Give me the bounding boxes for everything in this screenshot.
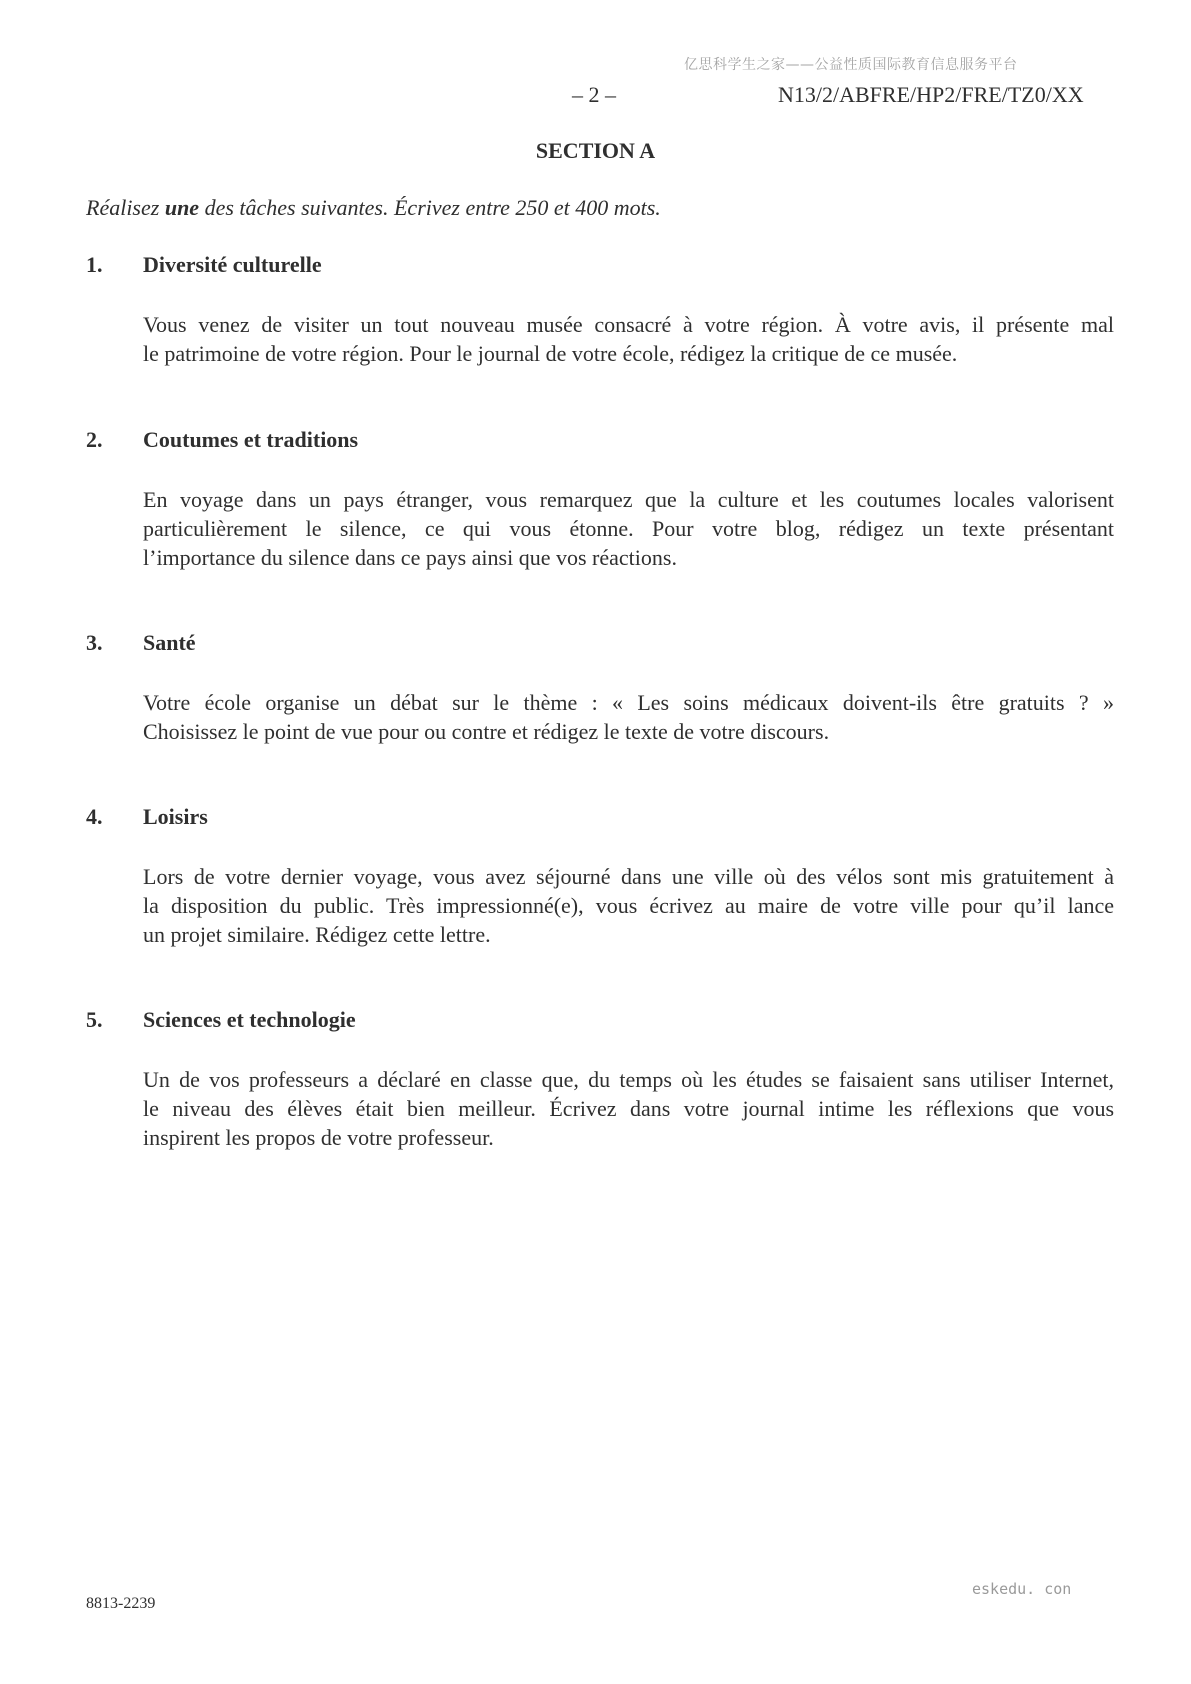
task-prompt-line: un projet similaire. Rédigez cette lettre. xyxy=(143,922,491,947)
instructions-part1: Réalisez xyxy=(86,195,165,220)
task-prompt-line: Votre école organise un débat sur le thème : « Les soins médicaux doivent-ils être gratuits ? » xyxy=(143,690,1114,715)
task-number: 4. xyxy=(86,804,103,829)
task-number: 1. xyxy=(86,252,103,277)
task-title: Coutumes et traditions xyxy=(143,427,359,452)
task-prompt-line: particulièrement le silence, ce qui vous étonne. Pour votre blog, rédigez un texte présentant xyxy=(143,516,1114,541)
task-prompt xyxy=(143,688,1114,746)
task-prompt-line: Choisissez le point de vue pour ou contre et rédigez le texte de votre discours. xyxy=(143,719,830,744)
header-watermark: 亿思科学生之家——公益性质国际教育信息服务平台 xyxy=(684,57,1018,73)
task-2 xyxy=(86,427,1114,572)
task-5 xyxy=(86,1007,1114,1152)
task-1 xyxy=(86,252,1114,368)
task-prompt-line: En voyage dans un pays étranger, vous remarquez que la culture et les coutumes locales valorisent xyxy=(143,487,1114,512)
task-prompt-line: l’importance du silence dans ce pays ainsi que vos réactions. xyxy=(143,545,677,570)
task-number: 2. xyxy=(86,427,103,452)
task-prompt-line: Un de vos professeurs a déclaré en classe que, du temps où les études se faisaient sans utiliser Internet, xyxy=(143,1067,1114,1092)
task-prompt-line: la disposition du public. Très impressionné(e), vous écrivez au maire de votre ville pour qu’il lance xyxy=(143,893,1114,918)
instructions xyxy=(86,195,661,221)
footer-watermark: eskedu. con xyxy=(972,1580,1072,1598)
task-number: 5. xyxy=(86,1007,103,1032)
task-title: Diversité culturelle xyxy=(143,252,322,277)
task-title: Santé xyxy=(143,630,196,655)
task-prompt-line: le patrimoine de votre région. Pour le journal de votre école, rédigez la critique de ce musée. xyxy=(143,341,958,366)
page-number: – 2 – xyxy=(572,82,616,107)
section-title: SECTION A xyxy=(535,138,656,163)
task-prompt xyxy=(143,862,1114,949)
task-4 xyxy=(86,804,1114,949)
task-prompt xyxy=(143,1065,1114,1152)
task-prompt-line: inspirent les propos de votre professeur. xyxy=(143,1125,494,1150)
task-title: Sciences et technologie xyxy=(143,1007,356,1032)
task-3 xyxy=(86,630,1114,746)
task-prompt xyxy=(143,310,1114,368)
task-prompt-line: Lors de votre dernier voyage, vous avez séjourné dans une ville où des vélos sont mis gratuitement à xyxy=(143,864,1114,889)
footer-code: 8813-2239 xyxy=(86,1595,156,1612)
instructions-part2: des tâches suivantes. Écrivez entre 250 et 400 mots. xyxy=(199,195,661,220)
task-prompt-line: le niveau des élèves était bien meilleur. Écrivez dans votre journal intime les réflexions que vous xyxy=(143,1096,1114,1121)
task-prompt-line: Vous venez de visiter un tout nouveau musée consacré à votre région. À votre avis, il présente mal xyxy=(143,312,1114,337)
task-prompt xyxy=(143,485,1114,572)
paper-code: N13/2/ABFRE/HP2/FRE/TZ0/XX xyxy=(778,82,1084,107)
instructions-emphasis: une xyxy=(164,195,200,220)
task-number: 3. xyxy=(86,630,103,655)
task-title: Loisirs xyxy=(143,804,208,829)
